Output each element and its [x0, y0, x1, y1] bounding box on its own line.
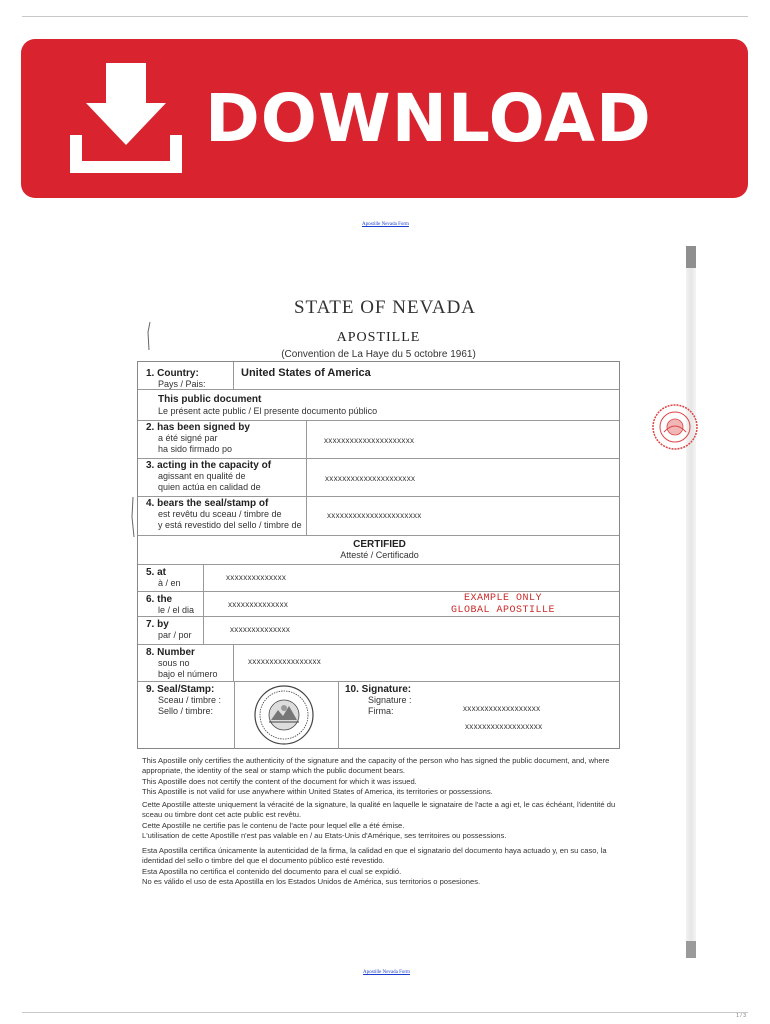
signature-value-1: xxxxxxxxxxxxxxxxxx — [463, 704, 541, 713]
top-divider — [22, 16, 748, 17]
download-label: DOWNLOAD — [205, 80, 652, 157]
apostille-form-link-bottom[interactable]: Apostille Nevada Form — [363, 970, 410, 975]
signed-by-label: 2. has been signed by — [146, 422, 250, 433]
signature-value-2: xxxxxxxxxxxxxxxxxx — [465, 722, 543, 731]
the-sub: le / el dia — [158, 605, 195, 615]
country-value: United States of America — [241, 367, 371, 379]
capacity-value: xxxxxxxxxxxxxxxxxxxxx — [325, 474, 416, 483]
seal-of-sub1: est revêtu du sceau / timbre de — [158, 509, 282, 519]
signature-sub2: Firma: — [368, 706, 394, 716]
number-sub1: sous no — [158, 658, 190, 668]
page-number: 1 / 3 — [736, 1013, 746, 1019]
paragraph-english: This Apostille only certifies the authenticity of the signature and the capacity of the person who has signed the public document, and, where appropriate, the identity of the seal or stamp which the public document bears. This Apostille does not certify the content of the document for which it was issued. This Apostille is not valid for use anywhere within United States of America, its territories or possessions. — [142, 756, 610, 796]
by-sub: par / por — [158, 630, 192, 640]
seal-of-sub2: y está revestido del sello / timbre de — [158, 520, 302, 530]
certified-label: CERTIFIED — [353, 539, 406, 550]
signature-label: 10. Signature: — [345, 684, 412, 695]
bottom-divider — [22, 1012, 748, 1013]
nevada-state-seal-icon — [246, 684, 322, 746]
download-icon — [66, 63, 186, 175]
country-label: 1. Country: — [146, 368, 199, 379]
country-sub: Pays / Pais: — [158, 379, 206, 389]
capacity-sub2: quien actúa en calidad de — [158, 482, 261, 492]
seal-stamp-sub2: Sello / timbre: — [158, 706, 214, 716]
state-title: STATE OF NEVADA — [293, 297, 477, 318]
at-label: 5. at — [146, 567, 167, 578]
capacity-sub1: agissant en qualité de — [158, 471, 246, 481]
number-value: xxxxxxxxxxxxxxxxx — [248, 657, 322, 666]
scan-mark — [130, 497, 136, 537]
paragraph-french: Cette Apostille atteste uniquement la véracité de la signature, la qualité en laquelle le signataire de l'acte a agi et, le cas échéant, l'identité du sceau ou timbre dont cet acte public est revêtu. Cette Apostille ne certifie pas le contenu de l'acte pour lequel elle a été émise. L'utilisation de cette Apostille n'est pas valable en / au Etats-Unis d'Amérique, ses territoires ou possessions. — [142, 800, 616, 840]
public-document-sub: Le présent acte public / El presente documento público — [158, 406, 378, 416]
signed-by-value: xxxxxxxxxxxxxxxxxxxxx — [324, 436, 415, 445]
download-banner[interactable] — [21, 39, 748, 198]
seal-stamp-sub1: Sceau / timbre : — [158, 695, 222, 705]
by-label: 7. by — [146, 619, 169, 630]
public-document-label: This public document — [158, 394, 262, 405]
capacity-label: 3. acting in the capacity of — [146, 460, 272, 471]
seal-stamp-label: 9. Seal/Stamp: — [146, 684, 215, 695]
the-value: xxxxxxxxxxxxxx — [228, 600, 289, 609]
signed-by-sub1: a été signé par — [158, 433, 218, 443]
convention-line: (Convention de La Haye du 5 octobre 1961) — [281, 349, 476, 360]
paragraph-spanish: Esta Apostilla certifica únicamente la autenticidad de la firma, la calidad en que el signatario del documento haya actuado y, en su caso, la identidad del sello o timbre del que el documento público esté revestido. Esta Apostilla no certifica el contenido del documento para el cual se expidió. No es válido el uso de esta Apostilla en los Estados Unidos de América, sus territorios o posesiones. — [142, 846, 607, 886]
apostille-form — [137, 361, 620, 749]
the-label: 6. the — [146, 594, 173, 605]
seal-of-label: 4. bears the seal/stamp of — [146, 498, 269, 509]
side-scan-strip — [686, 246, 696, 958]
at-sub: à / en — [158, 578, 181, 588]
signed-by-sub2: ha sido firmado po — [158, 444, 233, 454]
number-sub2: bajo el número — [158, 669, 218, 679]
apostille-title: APOSTILLE — [336, 330, 421, 345]
at-value: xxxxxxxxxxxxxx — [226, 573, 287, 582]
red-notary-seal-icon — [650, 402, 700, 452]
number-label: 8. Number — [146, 647, 195, 658]
signature-sub1: Signature : — [368, 695, 412, 705]
seal-of-value: xxxxxxxxxxxxxxxxxxxxxx — [327, 511, 422, 520]
by-value: xxxxxxxxxxxxxx — [230, 625, 291, 634]
apostille-form-link-top[interactable]: Apostille Nevada Form — [362, 222, 409, 227]
certified-sub: Attesté / Certificado — [340, 550, 419, 560]
example-stamp: EXAMPLE ONLY GLOBAL APOSTILLE — [450, 593, 555, 616]
